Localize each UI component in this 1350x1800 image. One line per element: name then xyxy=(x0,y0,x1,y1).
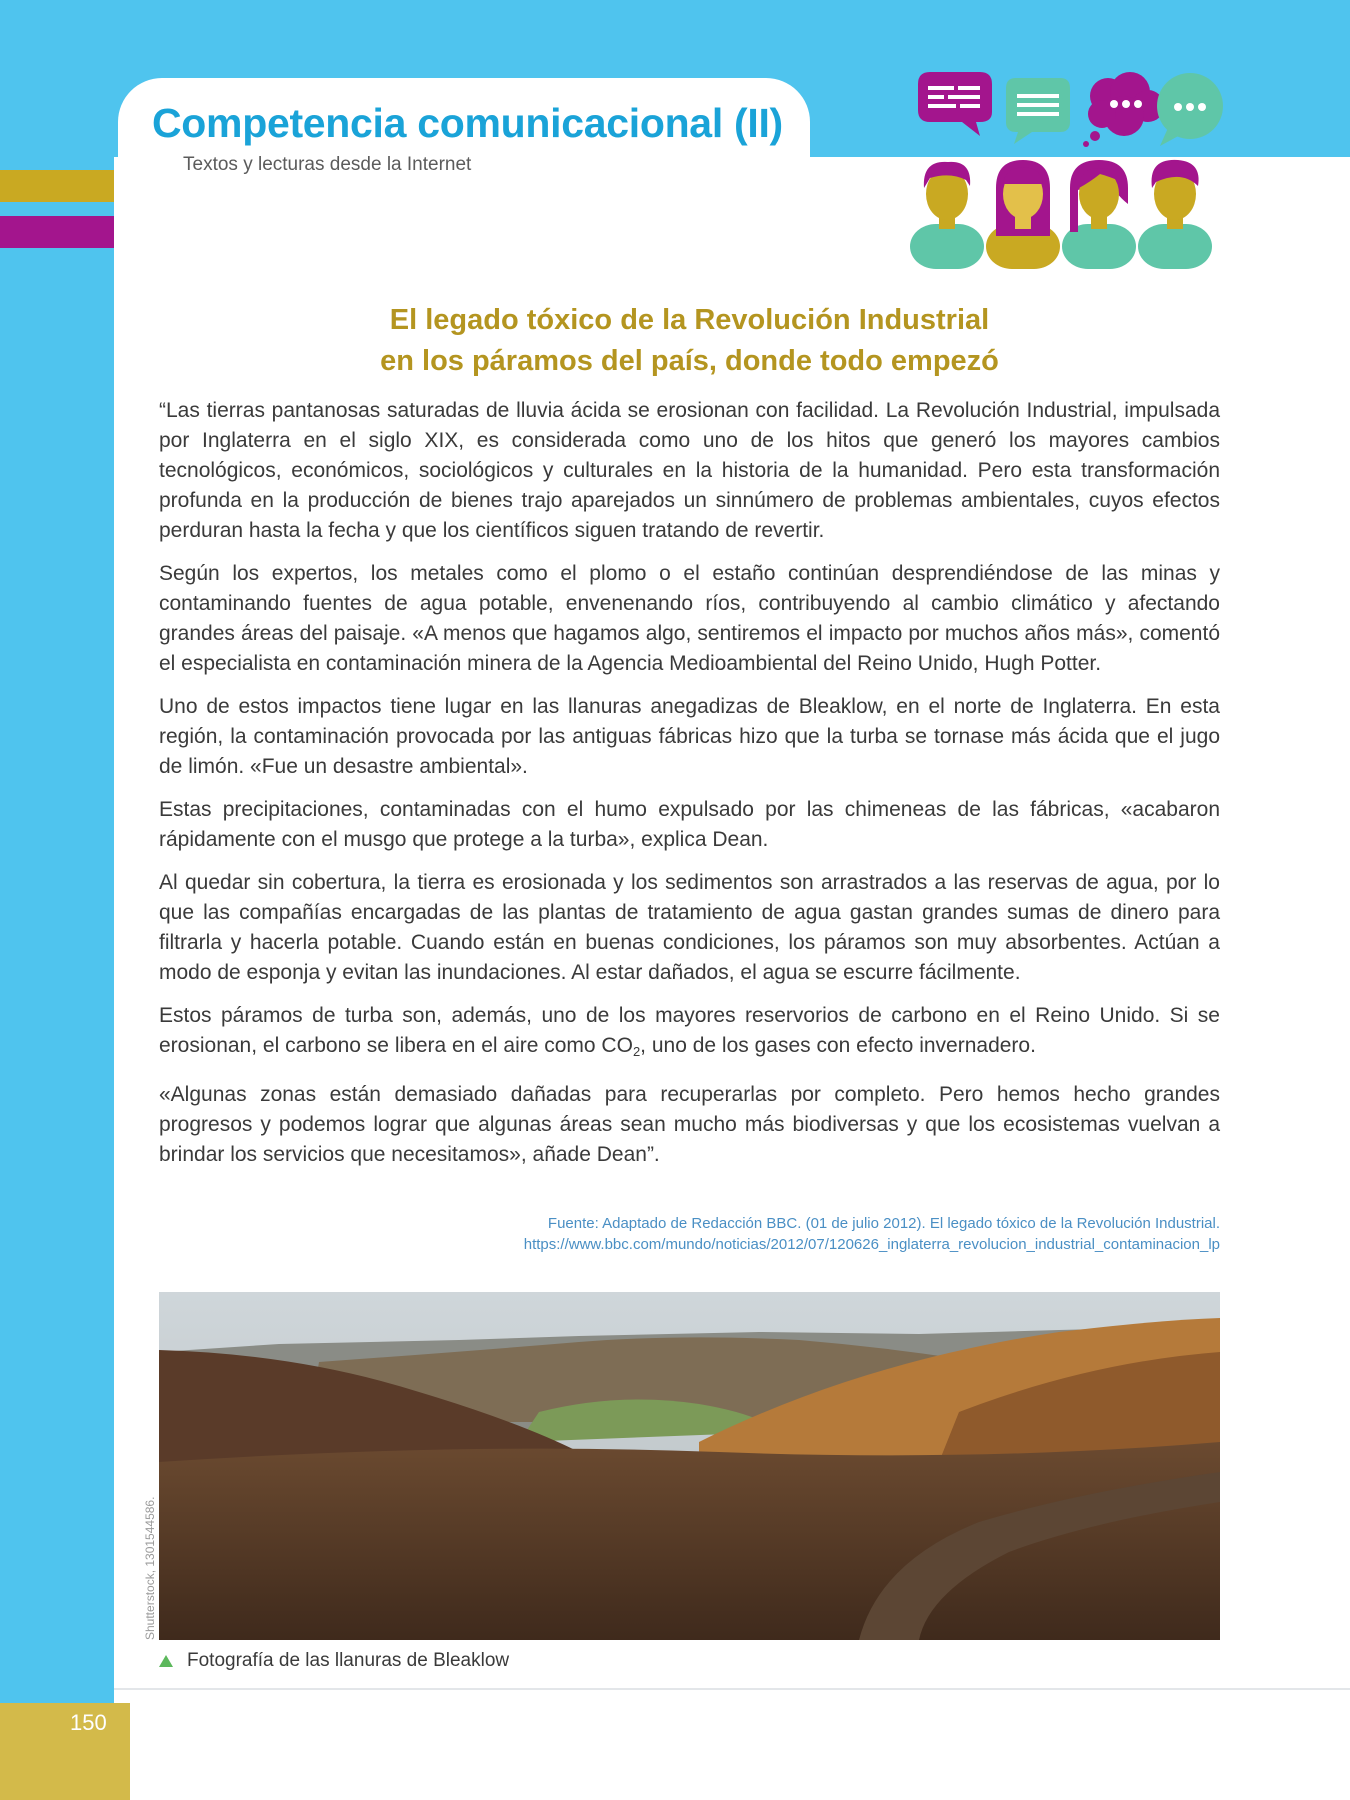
paragraph: “Las tierras pantanosas saturadas de lluvia ácida se erosionan con facilidad. La Revolución Industrial, impulsada por Inglaterra en el siglo XIX, es considerada como uno de los hitos que generó los mayores cambios tecnológicos, económicos, sociológicos y culturales en la historia de la humanidad. Pero esta transformación profunda en la producción de bienes trajo aparejados un sinnúmero de problemas ambientales, cuyos efectos perduran hasta la fecha y que los científicos siguen tratando de revertir. xyxy=(159,399,1220,542)
article-title-line1: El legado tóxico de la Revolución Industrial xyxy=(389,304,990,336)
person-icon xyxy=(910,162,984,269)
paragraph: Al quedar sin cobertura, la tierra es erosionada y los sedimentos son arrastrados a las reservas de agua, por lo que las compañías encargadas de las plantas de tratamiento de agua gastan grandes sumas de dinero para filtrarla y hacerla potable. Cuando están en buenas condiciones, los páramos son muy absorbentes. Actúan a modo de esponja y evitan las inundaciones. Al estar dañados, el agua se escurre fácilmente. xyxy=(159,871,1220,984)
source-reference: Fuente: Adaptado de Redacción BBC. (01 de julio 2012). El legado tóxico de la Revolución Industrial. xyxy=(547,1215,1220,1232)
person-icon xyxy=(1062,160,1136,269)
paragraph xyxy=(159,1001,1220,1067)
section-tab-yellow xyxy=(0,170,114,202)
photo-caption xyxy=(159,1650,509,1672)
section-tab-magenta xyxy=(0,216,114,248)
paragraph: Según los expertos, los metales como el plomo o el estaño continúan desprendiéndose de las minas y contaminando fuentes de agua potable, envenenando ríos, contribuyendo al cambio climático y afectando grandes áreas del paisaje. «A menos que hagamos algo, sentiremos el impacto por muchos años más», comentó el especialista en contaminación minera de la Agencia Medioambiental del Reino Unido, Hugh Potter. xyxy=(159,562,1220,675)
paragraph-text: Estos páramos de turba son, además, uno de los mayores reservorios de carbono en el Reino Unido. Si se erosionan, el carbono se libera en el aire como CO xyxy=(159,1004,1220,1057)
bleaklow-photo xyxy=(159,1292,1220,1640)
thought-bubble-icon xyxy=(1083,72,1164,147)
article xyxy=(159,300,1220,1183)
caption-text: Fotografía de las llanuras de Bleaklow xyxy=(187,1650,510,1671)
person-icon xyxy=(986,160,1060,269)
speech-bubble-lines-icon xyxy=(1006,78,1070,144)
paragraph-text: , uno de los gases con efecto invernadero. xyxy=(640,1034,1036,1057)
person-icon xyxy=(1138,160,1212,269)
triangle-icon xyxy=(159,1655,173,1667)
article-title-line2: en los páramos del país, donde todo empezó xyxy=(380,345,999,377)
article-title xyxy=(159,300,1220,382)
paragraph: Estas precipitaciones, contaminadas con el humo expulsado por las chimeneas de las fábricas, «acabaron rápidamente con el musgo que protege a la turba», explica Dean. xyxy=(159,798,1220,851)
page-subtitle: Textos y lecturas desde la Internet xyxy=(183,154,472,175)
source-url[interactable]: https://www.bbc.com/mundo/noticias/2012/07/120626_inglaterra_revolucion_industrial_contaminacion_lp xyxy=(523,1236,1220,1253)
co2-subscript: 2 xyxy=(632,1044,641,1059)
source-citation xyxy=(300,1213,1220,1255)
page-title: Competencia comunicacional (II) xyxy=(152,100,783,146)
page-number-box xyxy=(0,1703,130,1800)
page-number: 150 xyxy=(70,1710,107,1735)
speech-bubble-dots-icon xyxy=(1157,73,1223,146)
communication-illustration xyxy=(910,64,1230,269)
photo-credit: Shutterstock, 1301544586. xyxy=(143,1496,157,1640)
paragraph: «Algunas zonas están demasiado dañadas para recuperarlas por completo. Pero hemos hecho grandes progresos y podemos lograr que algunas áreas sean mucho más biodiversas y que los ecosistemas vuelvan a brindar los servicios que necesitamos», añade Dean”. xyxy=(159,1083,1220,1166)
left-margin-band xyxy=(0,157,114,1800)
footer-divider xyxy=(114,1688,1350,1690)
speech-bubble-text-icon xyxy=(918,72,992,136)
paragraph: Uno de estos impactos tiene lugar en las llanuras anegadizas de Bleaklow, en el norte de Inglaterra. En esta región, la contaminación provocada por las antiguas fábricas hizo que la turba se tornase más ácida que el jugo de limón. «Fue un desastre ambiental». xyxy=(159,695,1220,778)
